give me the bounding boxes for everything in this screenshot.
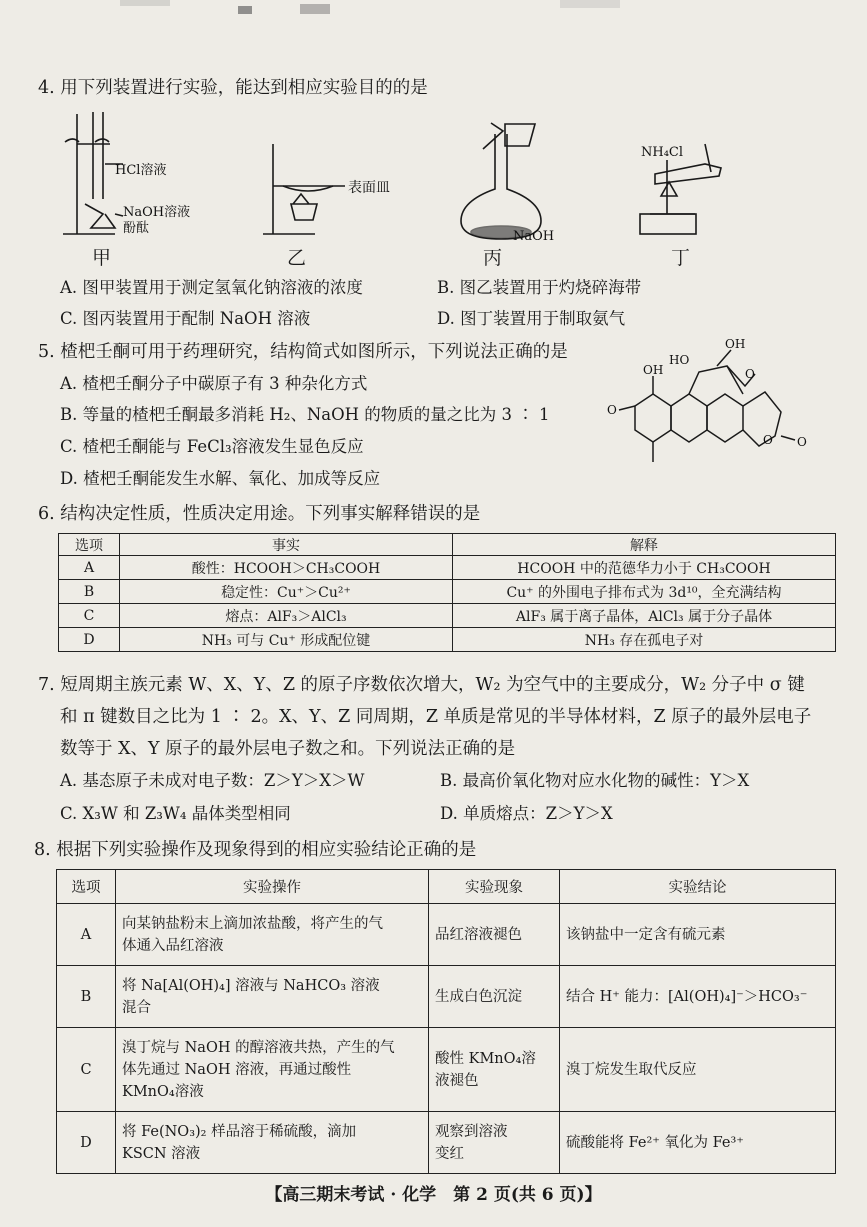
structure-oh-1: OH [643, 363, 664, 377]
structure-o-4: O [797, 435, 807, 449]
label-naoh: NaOH [513, 229, 555, 244]
row-conclusion: 结合 H⁺ 能力：[Al(OH)₄]⁻＞HCO₃⁻ [560, 966, 836, 1028]
table-row [57, 1028, 836, 1112]
q5-stem: 5. 楂杷壬酮可用于药理研究，结构简式如图所示，下列说法正确的是 [38, 342, 568, 362]
row-option: C [57, 1028, 116, 1112]
operation-line: KMnO₄溶液 [122, 1083, 204, 1100]
caption-yi: 乙 [287, 247, 307, 269]
header-conclusion: 实验结论 [560, 870, 836, 904]
page-footer: 【高三期末考试 · 化学 第 2 页(共 6 页)】 [265, 1185, 602, 1205]
row-operation [116, 966, 429, 1028]
row-operation [116, 1112, 429, 1174]
q7-stem-line-1: 7. 短周期主族元素 W、X、Y、Z 的原子序数依次增大，W₂ 为空气中的主要成分，W₂ 分子中 σ 键 [38, 675, 805, 695]
operation-line: 将 Fe(NO₃)₂ 样品溶于稀硫酸，滴加 [122, 1123, 357, 1140]
row-explanation: AlF₃ 属于离子晶体，AlCl₃ 属于分子晶体 [453, 604, 836, 628]
label-phenolphthalein: 酚酞 [123, 221, 150, 236]
q7-option-c: C. X₃W 和 Z₃W₄ 晶体类型相同 [60, 804, 291, 823]
row-fact: 酸性：HCOOH＞CH₃COOH [120, 556, 453, 580]
q4-option-c: C. 图丙装置用于配制 NaOH 溶液 [60, 309, 311, 328]
row-option: C [59, 604, 120, 628]
row-explanation: NH₃ 存在孤电子对 [453, 628, 836, 652]
row-option: B [59, 580, 120, 604]
row-phenomenon [429, 1112, 560, 1174]
table-row [57, 904, 836, 966]
caption-jia: 甲 [92, 247, 112, 269]
q5-option-a: A. 楂杷壬酮分子中碳原子有 3 种杂化方式 [60, 374, 368, 393]
table-row [59, 628, 836, 652]
phenomenon-line: 变红 [435, 1145, 464, 1162]
q5-structure-figure [605, 332, 815, 482]
row-fact: 熔点：AlF₃＞AlCl₃ [120, 604, 453, 628]
table-row [59, 556, 836, 580]
q7-stem-line-3: 数等于 X、Y 原子的最外层电子数之和。下列说法正确的是 [60, 739, 516, 759]
q4-stem: 4. 用下列装置进行实验，能达到相应实验目的的是 [38, 78, 428, 98]
caption-bing: 丙 [483, 247, 503, 269]
q7-option-a: A. 基态原子未成对电子数：Z＞Y＞X＞W [60, 771, 365, 790]
row-option: B [57, 966, 116, 1028]
q4-option-d: D. 图丁装置用于制取氨气 [437, 309, 626, 328]
q7-stem-line-2: 和 π 键数目之比为 1 ∶ 2。X、Y、Z 同周期，Z 单质是常见的半导体材料，Z 原子的最外层电子 [60, 707, 812, 727]
q4-option-b: B. 图乙装置用于灼烧碎海带 [437, 278, 642, 297]
table-header-row [59, 534, 836, 556]
q7-option-b: B. 最高价氧化物对应水化物的碱性：Y＞X [440, 771, 750, 790]
structure-ho: HO [669, 353, 690, 367]
phenomenon-line: 观察到溶液 [435, 1123, 508, 1140]
row-explanation: Cu⁺ 的外围电子排布式为 3d¹⁰，全充满结构 [453, 580, 836, 604]
header-phenomenon: 实验现象 [429, 870, 560, 904]
operation-line: 向某钠盐粉末上滴加浓盐酸，将产生的气 [122, 915, 383, 932]
q5-option-b: B. 等量的楂杷壬酮最多消耗 H₂、NaOH 的物质的量之比为 3 ∶ 1 [60, 405, 550, 424]
header-option: 选项 [57, 870, 116, 904]
q5-option-c: C. 楂杷壬酮能与 FeCl₃溶液发生显色反应 [60, 437, 364, 456]
phenomenon-line: 液褪色 [435, 1072, 479, 1089]
structure-oh-2: OH [725, 337, 746, 351]
table-row [57, 1112, 836, 1174]
operation-line: 将 Na[Al(OH)₄] 溶液与 NaHCO₃ 溶液 [122, 977, 380, 994]
operation-line: KSCN 溶液 [122, 1145, 201, 1162]
row-operation [116, 1028, 429, 1112]
structure-o-3: O [763, 433, 773, 447]
phenomenon-line: 品红溶液褪色 [435, 926, 522, 943]
phenomenon-line: 生成白色沉淀 [435, 988, 522, 1005]
header-explanation: 解释 [453, 534, 836, 556]
caption-ding: 丁 [671, 247, 691, 269]
q4-apparatus-figure [55, 104, 775, 264]
row-option: A [57, 904, 116, 966]
phenomenon-line: 酸性 KMnO₄溶 [435, 1050, 536, 1067]
row-phenomenon [429, 904, 560, 966]
label-naoh-solution: NaOH溶液 [123, 205, 191, 220]
q6-table [58, 533, 836, 652]
operation-line: 溴丁烷与 NaOH 的醇溶液共热，产生的气 [122, 1039, 395, 1056]
row-phenomenon [429, 966, 560, 1028]
row-conclusion: 该钠盐中一定含有硫元素 [560, 904, 836, 966]
row-phenomenon [429, 1028, 560, 1112]
operation-line: 体通入品红溶液 [122, 937, 224, 954]
row-operation [116, 904, 429, 966]
q6-stem: 6. 结构决定性质，性质决定用途。下列事实解释错误的是 [38, 504, 481, 524]
row-conclusion: 溴丁烷发生取代反应 [560, 1028, 836, 1112]
row-option: D [59, 628, 120, 652]
table-row [59, 580, 836, 604]
row-fact: NH₃ 可与 Cu⁺ 形成配位键 [120, 628, 453, 652]
scan-artifacts [0, 0, 867, 22]
q5-option-d: D. 楂杷壬酮能发生水解、氧化、加成等反应 [60, 469, 381, 488]
q7-option-d: D. 单质熔点：Z＞Y＞X [440, 804, 613, 823]
q8-stem: 8. 根据下列实验操作及现象得到的相应实验结论正确的是 [34, 840, 477, 860]
label-nh4cl: NH₄Cl [641, 145, 684, 160]
operation-line: 混合 [122, 999, 151, 1016]
q4-option-a: A. 图甲装置用于测定氢氧化钠溶液的浓度 [60, 278, 363, 297]
row-option: D [57, 1112, 116, 1174]
row-option: A [59, 556, 120, 580]
header-option: 选项 [59, 534, 120, 556]
row-conclusion: 硫酸能将 Fe²⁺ 氧化为 Fe³⁺ [560, 1112, 836, 1174]
row-explanation: HCOOH 中的范德华力小于 CH₃COOH [453, 556, 836, 580]
table-row [57, 966, 836, 1028]
table-header-row [57, 870, 836, 904]
operation-line: 体先通过 NaOH 溶液，再通过酸性 [122, 1061, 352, 1078]
row-fact: 稳定性：Cu⁺＞Cu²⁺ [120, 580, 453, 604]
header-operation: 实验操作 [116, 870, 429, 904]
header-fact: 事实 [120, 534, 453, 556]
table-row [59, 604, 836, 628]
label-watch-glass: 表面皿 [348, 180, 390, 196]
structure-o-1: O [607, 403, 617, 417]
label-hcl: HCl溶液 [115, 163, 167, 178]
q8-table [56, 869, 836, 1174]
structure-o-2: O [745, 367, 755, 381]
